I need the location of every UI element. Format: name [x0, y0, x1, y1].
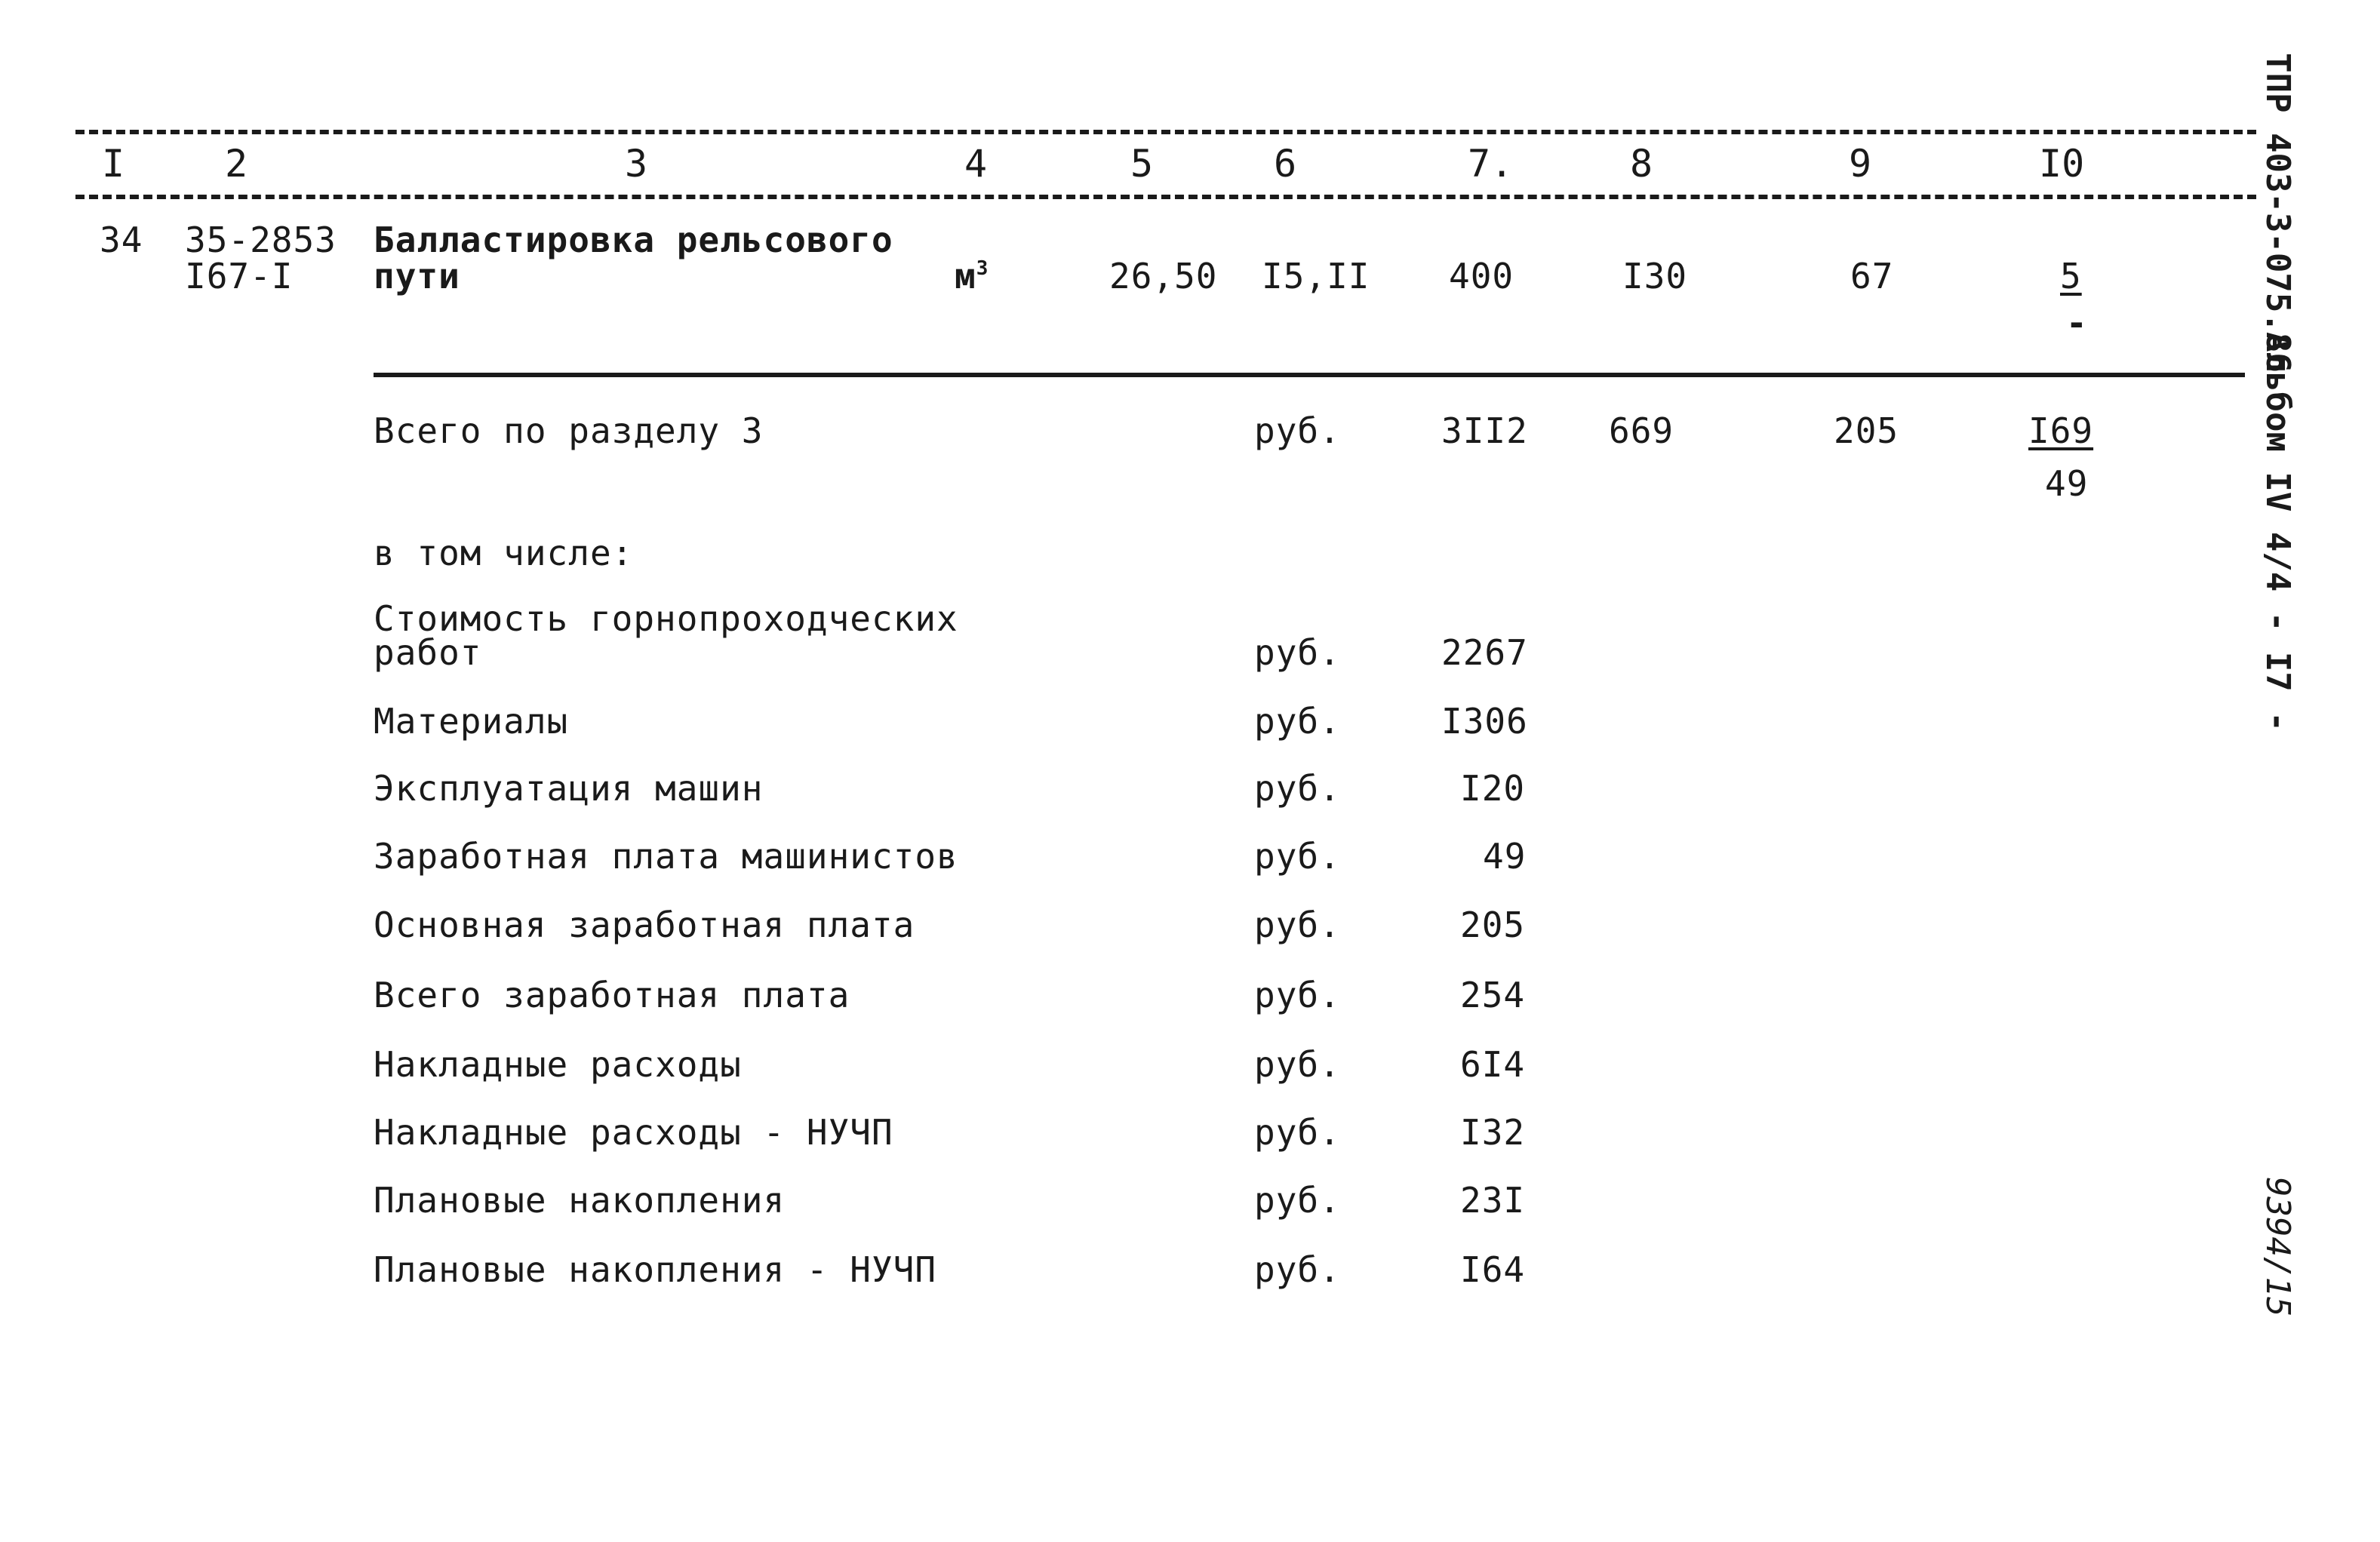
- margin-inventory-number: 9394/15: [2259, 1177, 2297, 1317]
- breakdown-label-line1: Накладные расходы - НУЧП: [374, 1112, 893, 1153]
- item-col7: 400: [1449, 256, 1514, 296]
- header-bottom-rule: [75, 195, 2256, 199]
- total-col10: I69: [2028, 410, 2094, 451]
- including-label: в том числе:: [374, 533, 634, 573]
- item-unit: $м^3$: [955, 256, 989, 296]
- total-label: Всего по разделу 3: [374, 410, 764, 451]
- header-col-7: 7.: [1468, 142, 1514, 186]
- breakdown-unit: руб.: [1254, 1249, 1341, 1290]
- breakdown-label-line1: Материалы: [374, 701, 569, 742]
- breakdown-value: I306: [1441, 701, 1528, 742]
- margin-album-page: Альбом IV 4/4 - I7 -: [2259, 332, 2297, 732]
- item-name-line1: Балластировка рельсового: [374, 220, 893, 260]
- item-number: 34: [100, 220, 143, 260]
- header-col-6: 6: [1274, 142, 1297, 186]
- item-name-line2: пути: [374, 256, 460, 296]
- breakdown-label-line1: Плановые накопления - НУЧП: [374, 1249, 937, 1290]
- breakdown-unit: руб.: [1254, 632, 1341, 673]
- breakdown-value: 2267: [1441, 632, 1528, 673]
- breakdown-unit: руб.: [1254, 701, 1341, 742]
- item-col6: I5,II: [1262, 256, 1370, 296]
- breakdown-unit: руб.: [1254, 1112, 1341, 1153]
- header-col-5: 5: [1130, 142, 1154, 186]
- breakdown-unit: руб.: [1254, 905, 1341, 945]
- header-col-9: 9: [1849, 142, 1872, 186]
- item-code-line1: 35-2853: [185, 220, 337, 260]
- breakdown-label-line1: Эксплуатация машин: [374, 768, 764, 809]
- breakdown-value: I32: [1460, 1112, 1526, 1153]
- breakdown-value: 254: [1460, 975, 1526, 1015]
- breakdown-label-line1: Всего заработная плата: [374, 975, 850, 1015]
- breakdown-label-line1: Заработная плата машинистов: [374, 836, 958, 877]
- header-col-1: I: [102, 142, 125, 186]
- total-unit: руб.: [1254, 410, 1341, 451]
- breakdown-unit: руб.: [1254, 836, 1341, 877]
- breakdown-unit: руб.: [1254, 768, 1341, 809]
- breakdown-label-line1: Основная заработная плата: [374, 905, 915, 945]
- item-code-line2: I67-I: [185, 256, 294, 296]
- item-col9: 67: [1850, 256, 1894, 296]
- breakdown-value: 49: [1483, 836, 1527, 877]
- breakdown-unit: руб.: [1254, 1044, 1341, 1085]
- margin-document-code: ТПР 403-3-075.86: [2259, 53, 2297, 373]
- breakdown-label-line1: Накладные расходы: [374, 1044, 742, 1085]
- section-total-rule: [374, 373, 2245, 377]
- header-col-2: 2: [225, 142, 248, 186]
- header-col-4: 4: [964, 142, 988, 186]
- total-col8: 669: [1609, 410, 1674, 451]
- total-col9: 205: [1834, 410, 1899, 451]
- item-col10-below: -: [2066, 303, 2088, 343]
- breakdown-value: 23I: [1460, 1180, 1526, 1221]
- breakdown-value: I64: [1460, 1249, 1526, 1290]
- breakdown-value: 205: [1460, 905, 1526, 945]
- total-col10-below: 49: [2045, 463, 2089, 504]
- item-col10: 5: [2060, 256, 2082, 296]
- breakdown-label-line1: Стоимость горнопроходческих: [374, 598, 958, 639]
- breakdown-label-line2: работ: [374, 632, 482, 673]
- breakdown-unit: руб.: [1254, 975, 1341, 1015]
- header-col-10: I0: [2039, 142, 2085, 186]
- header-col-3: 3: [625, 142, 648, 186]
- breakdown-unit: руб.: [1254, 1180, 1341, 1221]
- total-col7: 3II2: [1441, 410, 1528, 451]
- breakdown-value: I20: [1460, 768, 1526, 809]
- header-col-8: 8: [1630, 142, 1653, 186]
- item-col8: I30: [1622, 256, 1688, 296]
- item-col5: 26,50: [1109, 256, 1218, 296]
- breakdown-label-line1: Плановые накопления: [374, 1180, 786, 1221]
- header-top-rule: [75, 130, 2256, 134]
- breakdown-value: 6I4: [1460, 1044, 1526, 1085]
